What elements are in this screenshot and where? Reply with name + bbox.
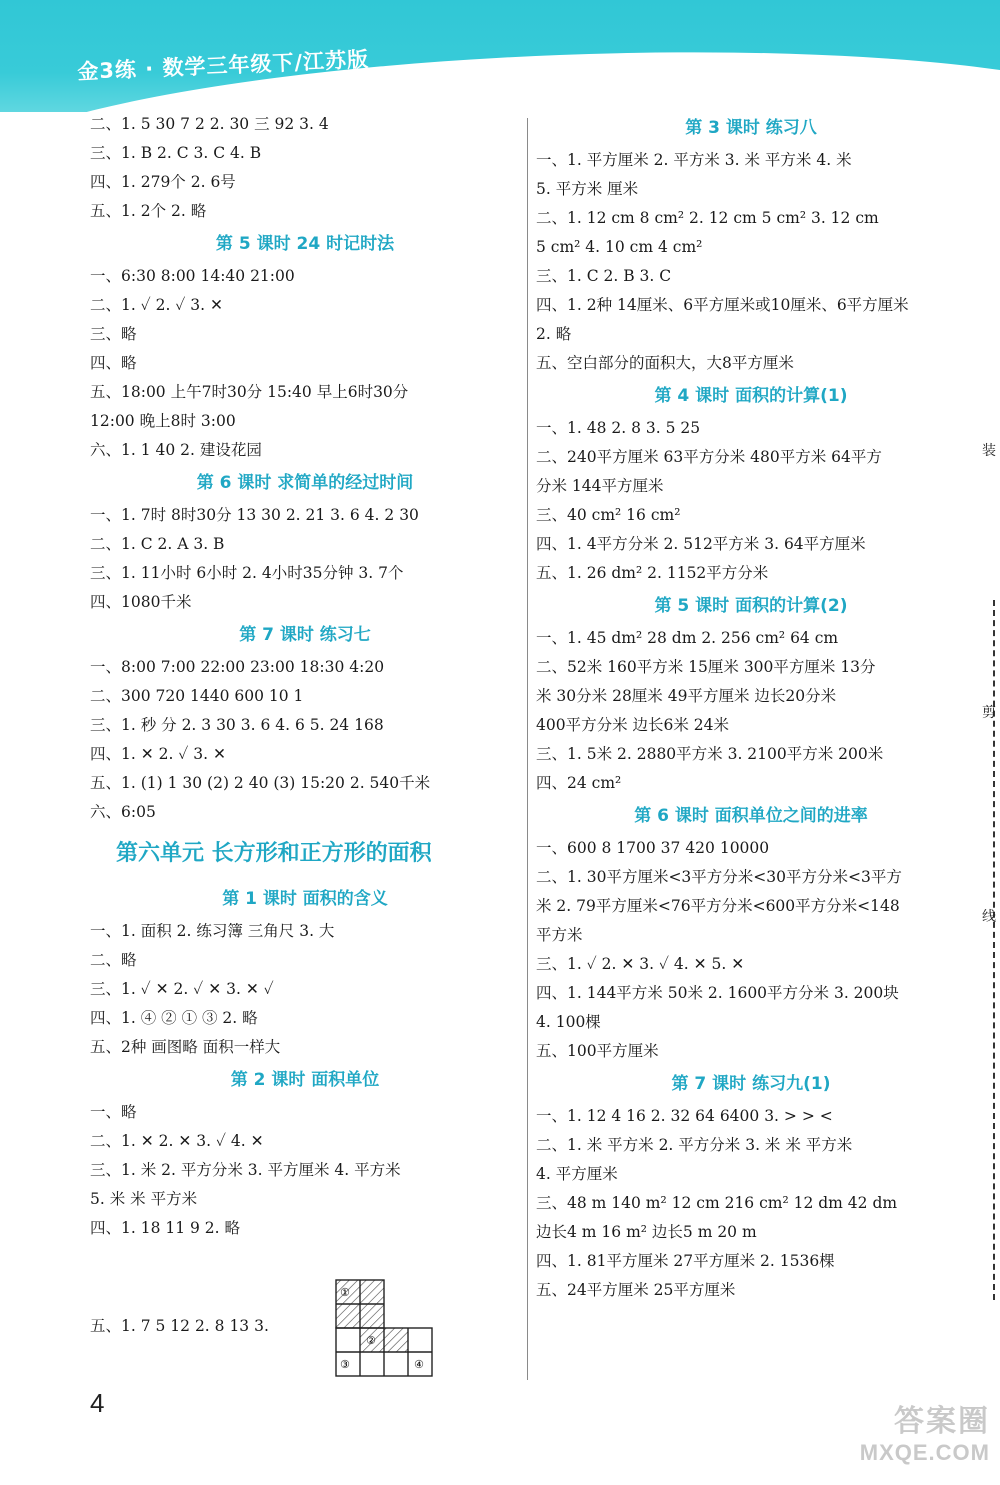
answer-line: 一、1. 45 dm² 28 dm 2. 256 cm² 64 cm [536,629,839,647]
hatched-cell [360,1304,384,1328]
answer-line: 三、1. ✓ 2. ✕ 3. ✓ 4. ✕ 5. ✕ [536,955,745,973]
answer-line-continued: 4. 平方厘米 [536,1165,618,1183]
answer-line-continued: 平方米 [536,926,583,944]
watermark [820,1396,990,1482]
answer-line-continued: 边长4 m 16 m² 边长5 m 20 m [536,1223,757,1241]
grid-figure [334,1278,434,1380]
answer-line: 四、1. 2种 14厘米、6平方厘米或10厘米、6平方厘米 [536,296,909,314]
grid-label-2: ② [366,1334,376,1347]
hatched-cell [384,1328,408,1352]
side-mark-1: 装 [982,443,996,459]
answer-line: 四、1080千米 [90,593,192,611]
lesson-heading: 第 6 课时 求简单的经过时间 [196,473,414,493]
answer-line: 四、1. 144平方米 50米 2. 1600平方分米 3. 200块 [536,984,899,1002]
grid-label-3: ③ [340,1358,350,1371]
answer-line: 三、1. 11小时 6小时 2. 4小时35分钟 3. 7个 [90,564,404,582]
answer-line-continued: 5. 平方米 厘米 [536,180,639,198]
answer-line-continued: 5 cm² 4. 10 cm 4 cm² [536,238,703,256]
answer-line: 一、600 8 1700 37 420 10000 [536,839,770,857]
answer-line: 三、1. 秒 分 2. 3 30 3. 6 4. 6 5. 24 168 [90,716,384,734]
answer-line: 一、1. 48 2. 8 3. 5 25 [536,419,701,437]
answer-line: 二、300 720 1440 600 10 1 [90,687,304,705]
lesson-heading: 第 4 课时 面积的计算(1) [654,386,848,406]
answer-line: 一、略 [90,1103,137,1121]
grid-label-1: ① [340,1286,350,1299]
lesson-heading: 第 2 课时 面积单位 [230,1070,380,1090]
answer-line: 四、24 cm² [536,774,622,792]
answer-line: 三、1. C 2. B 3. C [536,267,672,285]
answer-line: 一、6:30 8:00 14:40 21:00 [90,267,295,285]
answer-line: 二、240平方厘米 63平方分米 480平方米 64平方 [536,448,882,466]
answer-line: 一、1. 面积 2. 练习簿 三角尺 3. 大 [90,922,335,940]
answer-line: 二、略 [90,951,137,969]
answer-line: 五、1. 26 dm² 2. 1152平方分米 [536,564,769,582]
lesson-heading: 第 5 课时 24 时记时法 [215,234,395,254]
answer-line: 五、2种 画图略 面积一样大 [90,1038,281,1056]
answer-line: 四、1. ④ ② ① ③ 2. 略 [90,1009,258,1027]
lesson-heading: 第 5 课时 面积的计算(2) [654,596,848,616]
answer-line-continued: 米 2. 79平方厘米<76平方分米<600平方分米<148 [536,897,900,915]
lesson-heading: 第 1 课时 面积的含义 [222,889,388,909]
answer-line: 六、1. 1 40 2. 建设花园 [90,441,262,459]
answer-line: 四、1. 4平方分米 2. 512平方米 3. 64平方厘米 [536,535,866,553]
watermark-logo: 答案圈 [894,1404,990,1439]
answer-line: 一、1. 7时 8时30分 13 30 2. 21 3. 6 4. 2 30 [90,506,419,524]
answer-line: 二、52米 160平方米 15厘米 300平方厘米 13分 [536,658,876,676]
column-divider [527,118,528,1380]
answer-line: 二、1. 5 30 7 2 2. 30 三 92 3. 4 [90,115,329,133]
answer-line: 五、100平方厘米 [536,1042,659,1060]
answer-line: 一、1. 12 4 16 2. 32 64 6400 3. > > < [536,1107,833,1125]
hatched-cell [336,1304,360,1328]
answer-line: 二、1. ✕ 2. ✕ 3. ✓ 4. ✕ [90,1132,264,1150]
lesson-heading: 第 7 课时 练习七 [239,625,371,645]
answer-line: 四、1. 81平方厘米 27平方厘米 2. 1536棵 [536,1252,835,1270]
answer-line: 三、48 m 140 m² 12 cm 216 cm² 12 dm 42 dm [536,1194,898,1212]
answer-line-continued: 4. 100棵 [536,1013,601,1031]
left-answer-column [90,110,520,1243]
answer-line: 五、24平方厘米 25平方厘米 [536,1281,736,1299]
side-mark-2: 剪 [982,705,996,721]
answer-line-continued: 400平方分米 边长6米 24米 [536,716,730,734]
answer-line-continued: 12:00 晚上8时 3:00 [90,412,236,430]
answer-line: 三、略 [90,325,137,343]
answer-line: 五、1. 2个 2. 略 [90,202,207,220]
answer-line: 三、40 cm² 16 cm² [536,506,681,524]
answer-line: 一、1. 平方厘米 2. 平方米 3. 米 平方米 4. 米 [536,151,852,169]
right-answer-column [536,110,966,1305]
unit-heading: 第六单元 长方形和正方形的面积 [116,841,432,866]
answer-line: 二、1. C 2. A 3. B [90,535,225,553]
answer-line: 二、1. ✓ 2. ✓ 3. ✕ [90,296,223,314]
answer-line: 四、1. 279个 2. 6号 [90,173,236,191]
answer-line: 三、1. B 2. C 3. C 4. B [90,144,262,162]
hatched-cell [360,1280,384,1304]
answer-line-continued: 分米 144平方厘米 [536,477,664,495]
page-number: 4 [90,1388,105,1418]
answer-line: 二、1. 12 cm 8 cm² 2. 12 cm 5 cm² 3. 12 cm [536,209,879,227]
answer-line: 四、略 [90,354,137,372]
lesson-heading: 第 7 课时 练习九(1) [671,1074,831,1094]
answer-line: 三、1. ✓ ✕ 2. ✓ ✕ 3. ✕ ✓ [90,980,274,998]
answer-line: 四、1. ✕ 2. ✓ 3. ✕ [90,745,226,763]
answer-line: 六、6:05 [90,803,156,821]
answer-line-continued: 5. 米 米 平方米 [90,1190,198,1208]
answer-line: 二、1. 30平方厘米<3平方分米<30平方分米<3平方 [536,868,902,886]
answer-line: 四、1. 18 11 9 2. 略 [90,1219,241,1237]
header-band [0,0,1000,112]
lesson-heading: 第 6 课时 面积单位之间的进率 [634,806,868,826]
answer-line-continued: 2. 略 [536,325,572,343]
answer-line: 五、18:00 上午7时30分 15:40 早上6时30分 [90,383,409,401]
book-title: 金3练 · 数学三年级下/江苏版 [76,47,370,85]
grid-label-4: ④ [414,1358,424,1371]
answer-line: 一、8:00 7:00 22:00 23:00 18:30 4:20 [90,658,385,676]
side-mark-3: 线 [982,909,996,925]
watermark-url: MXQE.COM [859,1440,990,1465]
last-answer-line: 五、1. 7 5 12 2. 8 13 3. [90,1317,269,1335]
answer-line: 二、1. 米 平方米 2. 平方分米 3. 米 米 平方米 [536,1136,853,1154]
answer-line: 五、空白部分的面积大，大8平方厘米 [536,354,794,372]
answer-line: 三、1. 米 2. 平方分米 3. 平方厘米 4. 平方米 [90,1161,401,1179]
answer-line: 五、1. (1) 1 30 (2) 2 40 (3) 15:20 2. 540千米 [90,774,431,792]
answer-line-continued: 米 30分米 28厘米 49平方厘米 边长20分米 [536,687,837,705]
lesson-heading: 第 3 课时 练习八 [685,118,817,138]
answer-line: 三、1. 5米 2. 2880平方米 3. 2100平方米 200米 [536,745,884,763]
